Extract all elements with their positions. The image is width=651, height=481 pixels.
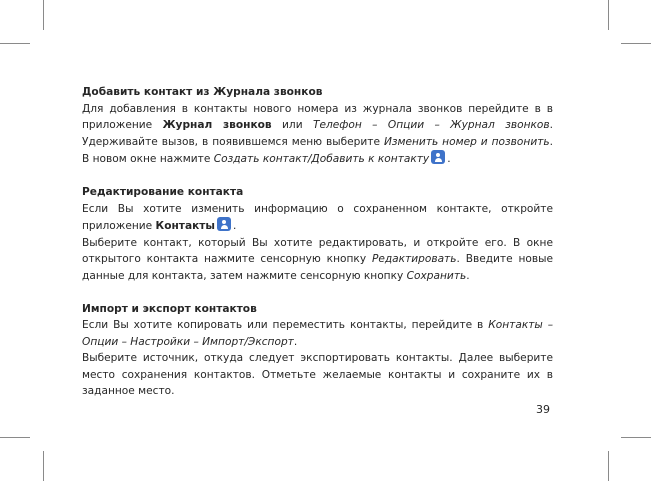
- text-run: .: [233, 220, 237, 232]
- italic-text: Контакты – Опции – Настройки – Импорт/Экспорт: [82, 319, 553, 348]
- section-gap: [82, 284, 553, 301]
- crop-mark-bottom-right: [608, 451, 609, 481]
- crop-mark-top-right: [608, 0, 609, 30]
- italic-text: Создать контакт/Добавить к контакту: [213, 153, 430, 165]
- section-heading: Импорт и экспорт контактов: [82, 302, 257, 315]
- section-heading: Редактирование контакта: [82, 186, 244, 198]
- bold-text: Журнал звонков: [162, 119, 272, 131]
- crop-mark-right-top: [621, 43, 651, 44]
- text-run: или: [271, 119, 313, 131]
- text-run: . Удерживайте вызов, в появившемся меню выберите: [82, 119, 553, 148]
- text-run: .: [293, 335, 298, 348]
- text-run: . Введите новые данные для контакта, затем нажмите сенсорную кнопку: [82, 253, 553, 282]
- text-run: Выберите источник, откуда следует экспортировать контакты. Далее выберите место сохранения контактов. Отметьте желаемые контакты и сохраните их в заданное место.: [82, 352, 553, 397]
- text-run: Выберите контакт, который Вы хотите редактировать, и откройте его. В окне открытого контакта нажмите сенсорную кнопку: [82, 236, 553, 265]
- italic-text: Телефон – Опции – Журнал звонков: [313, 119, 550, 131]
- section-heading: Добавить контакт из Журнала звонков: [82, 86, 323, 98]
- bold-text: Контакты: [155, 220, 216, 232]
- text-run: .: [466, 269, 470, 282]
- crop-mark-top-left: [43, 0, 44, 30]
- text-run: .: [447, 153, 451, 165]
- italic-text: Изменить номер и позвонить: [383, 135, 550, 148]
- text-run: Если Вы хотите изменить информацию о сохраненном контакте, откройте приложение: [82, 202, 553, 232]
- crop-mark-left-bottom: [0, 437, 30, 438]
- manual-page-content: [82, 84, 553, 400]
- text-run: . В новом окне нажмите: [82, 135, 553, 165]
- section-paragraph: [82, 317, 553, 350]
- section-gap: [82, 168, 553, 185]
- contacts-app-icon: [431, 150, 445, 164]
- crop-mark-left-top: [0, 43, 30, 44]
- italic-text: Редактировать: [371, 253, 457, 265]
- italic-text: Сохранить: [406, 269, 467, 282]
- crop-mark-right-bottom: [621, 437, 651, 438]
- section-paragraph: [82, 201, 553, 235]
- text-run: Для добавления в контакты нового номера из журнала звонков перейдите в в приложение: [82, 102, 553, 131]
- crop-mark-bottom-left: [43, 451, 44, 481]
- text-run: Если Вы хотите копировать или переместить контакты, перейдите в: [82, 319, 489, 331]
- page-number: 39: [536, 403, 550, 416]
- contacts-app-icon: [217, 217, 231, 231]
- section-paragraph: [82, 350, 553, 400]
- section-paragraph: [82, 235, 553, 285]
- section-paragraph: [82, 101, 553, 168]
